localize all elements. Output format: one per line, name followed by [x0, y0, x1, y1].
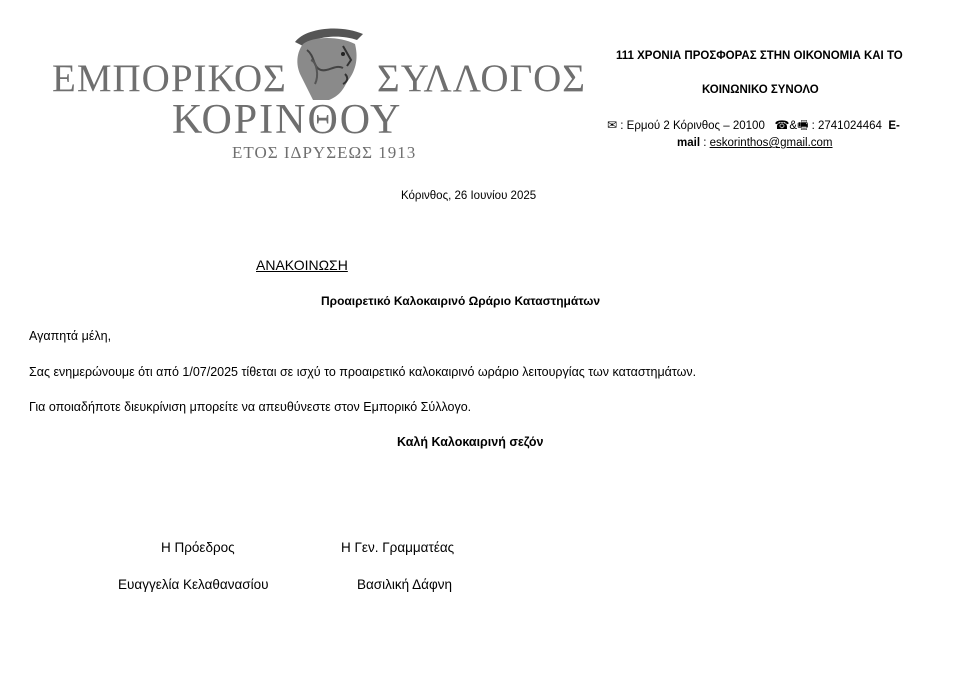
signature-role-president: Η Πρόεδρος	[161, 540, 235, 555]
hermes-head-icon	[285, 20, 375, 104]
phone-number: : 2741024464	[811, 120, 882, 132]
announcement-subtitle: Προαιρετικό Καλοκαιρινό Ωράριο Καταστημάτων	[321, 294, 601, 308]
email-colon: :	[703, 137, 707, 149]
signature-name-secretary: Βασιλική Δάφνη	[357, 577, 452, 592]
paragraph-2: Για οποιαδήποτε διευκρίνιση μπορείτε να απευθύνεστε στον Εμπορικό Σύλλογο.	[29, 400, 472, 414]
header-line-2: ΚΟΙΝΩΝΙΚΟ ΣΥΝΟΛΟ	[702, 84, 819, 96]
document-date: Κόρινθος, 26 Ιουνίου 2025	[401, 190, 537, 202]
email-label-b: mail	[677, 137, 701, 149]
signature-name-president: Ευαγγελία Κελαθανασίου	[118, 577, 269, 592]
phone-icon: ☎	[774, 118, 790, 132]
signature-role-secretary: Η Γεν. Γραμματέας	[341, 540, 455, 555]
email-link[interactable]: eskorinthos@gmail.com	[709, 137, 833, 149]
fax-icon: 🖷	[797, 118, 809, 132]
email-line	[677, 137, 833, 149]
logo-founded: ΕΤΟΣ ΙΔΡΥΣΕΩΣ 1913	[232, 143, 417, 162]
logo-name-left: ΕΜΠΟΡΙΚΟΣ	[52, 57, 287, 100]
phone-sep: &	[789, 120, 798, 132]
envelope-icon: ✉	[607, 118, 618, 132]
closing-line: Καλή Καλοκαιρινή σεζόν	[397, 435, 544, 449]
logo-name-right: ΣΥΛΛΟΓΟΣ	[377, 57, 586, 100]
address-text: : Ερμού 2 Κόρινθος – 20100	[620, 120, 765, 132]
email-label-a: E-	[888, 120, 900, 132]
greeting: Αγαπητά μέλη,	[29, 329, 112, 343]
header-contact	[607, 116, 900, 137]
announcement-title: ΑΝΑΚΟΙΝΩΣΗ	[256, 257, 348, 273]
header-line-1: 111 ΧΡΟΝΙΑ ΠΡΟΣΦΟΡΑΣ ΣΤΗΝ ΟΙΚΟΝΟΜΙΑ ΚΑΙ ΤΟ	[616, 50, 903, 62]
logo-city: ΚΟΡΙΝΘΟΥ	[172, 97, 403, 143]
paragraph-1: Σας ενημερώνουμε ότι από 1/07/2025 τίθεται σε ισχύ το προαιρετικό καλοκαιρινό ωράριο λειτουργίας των καταστημάτων.	[29, 365, 697, 379]
